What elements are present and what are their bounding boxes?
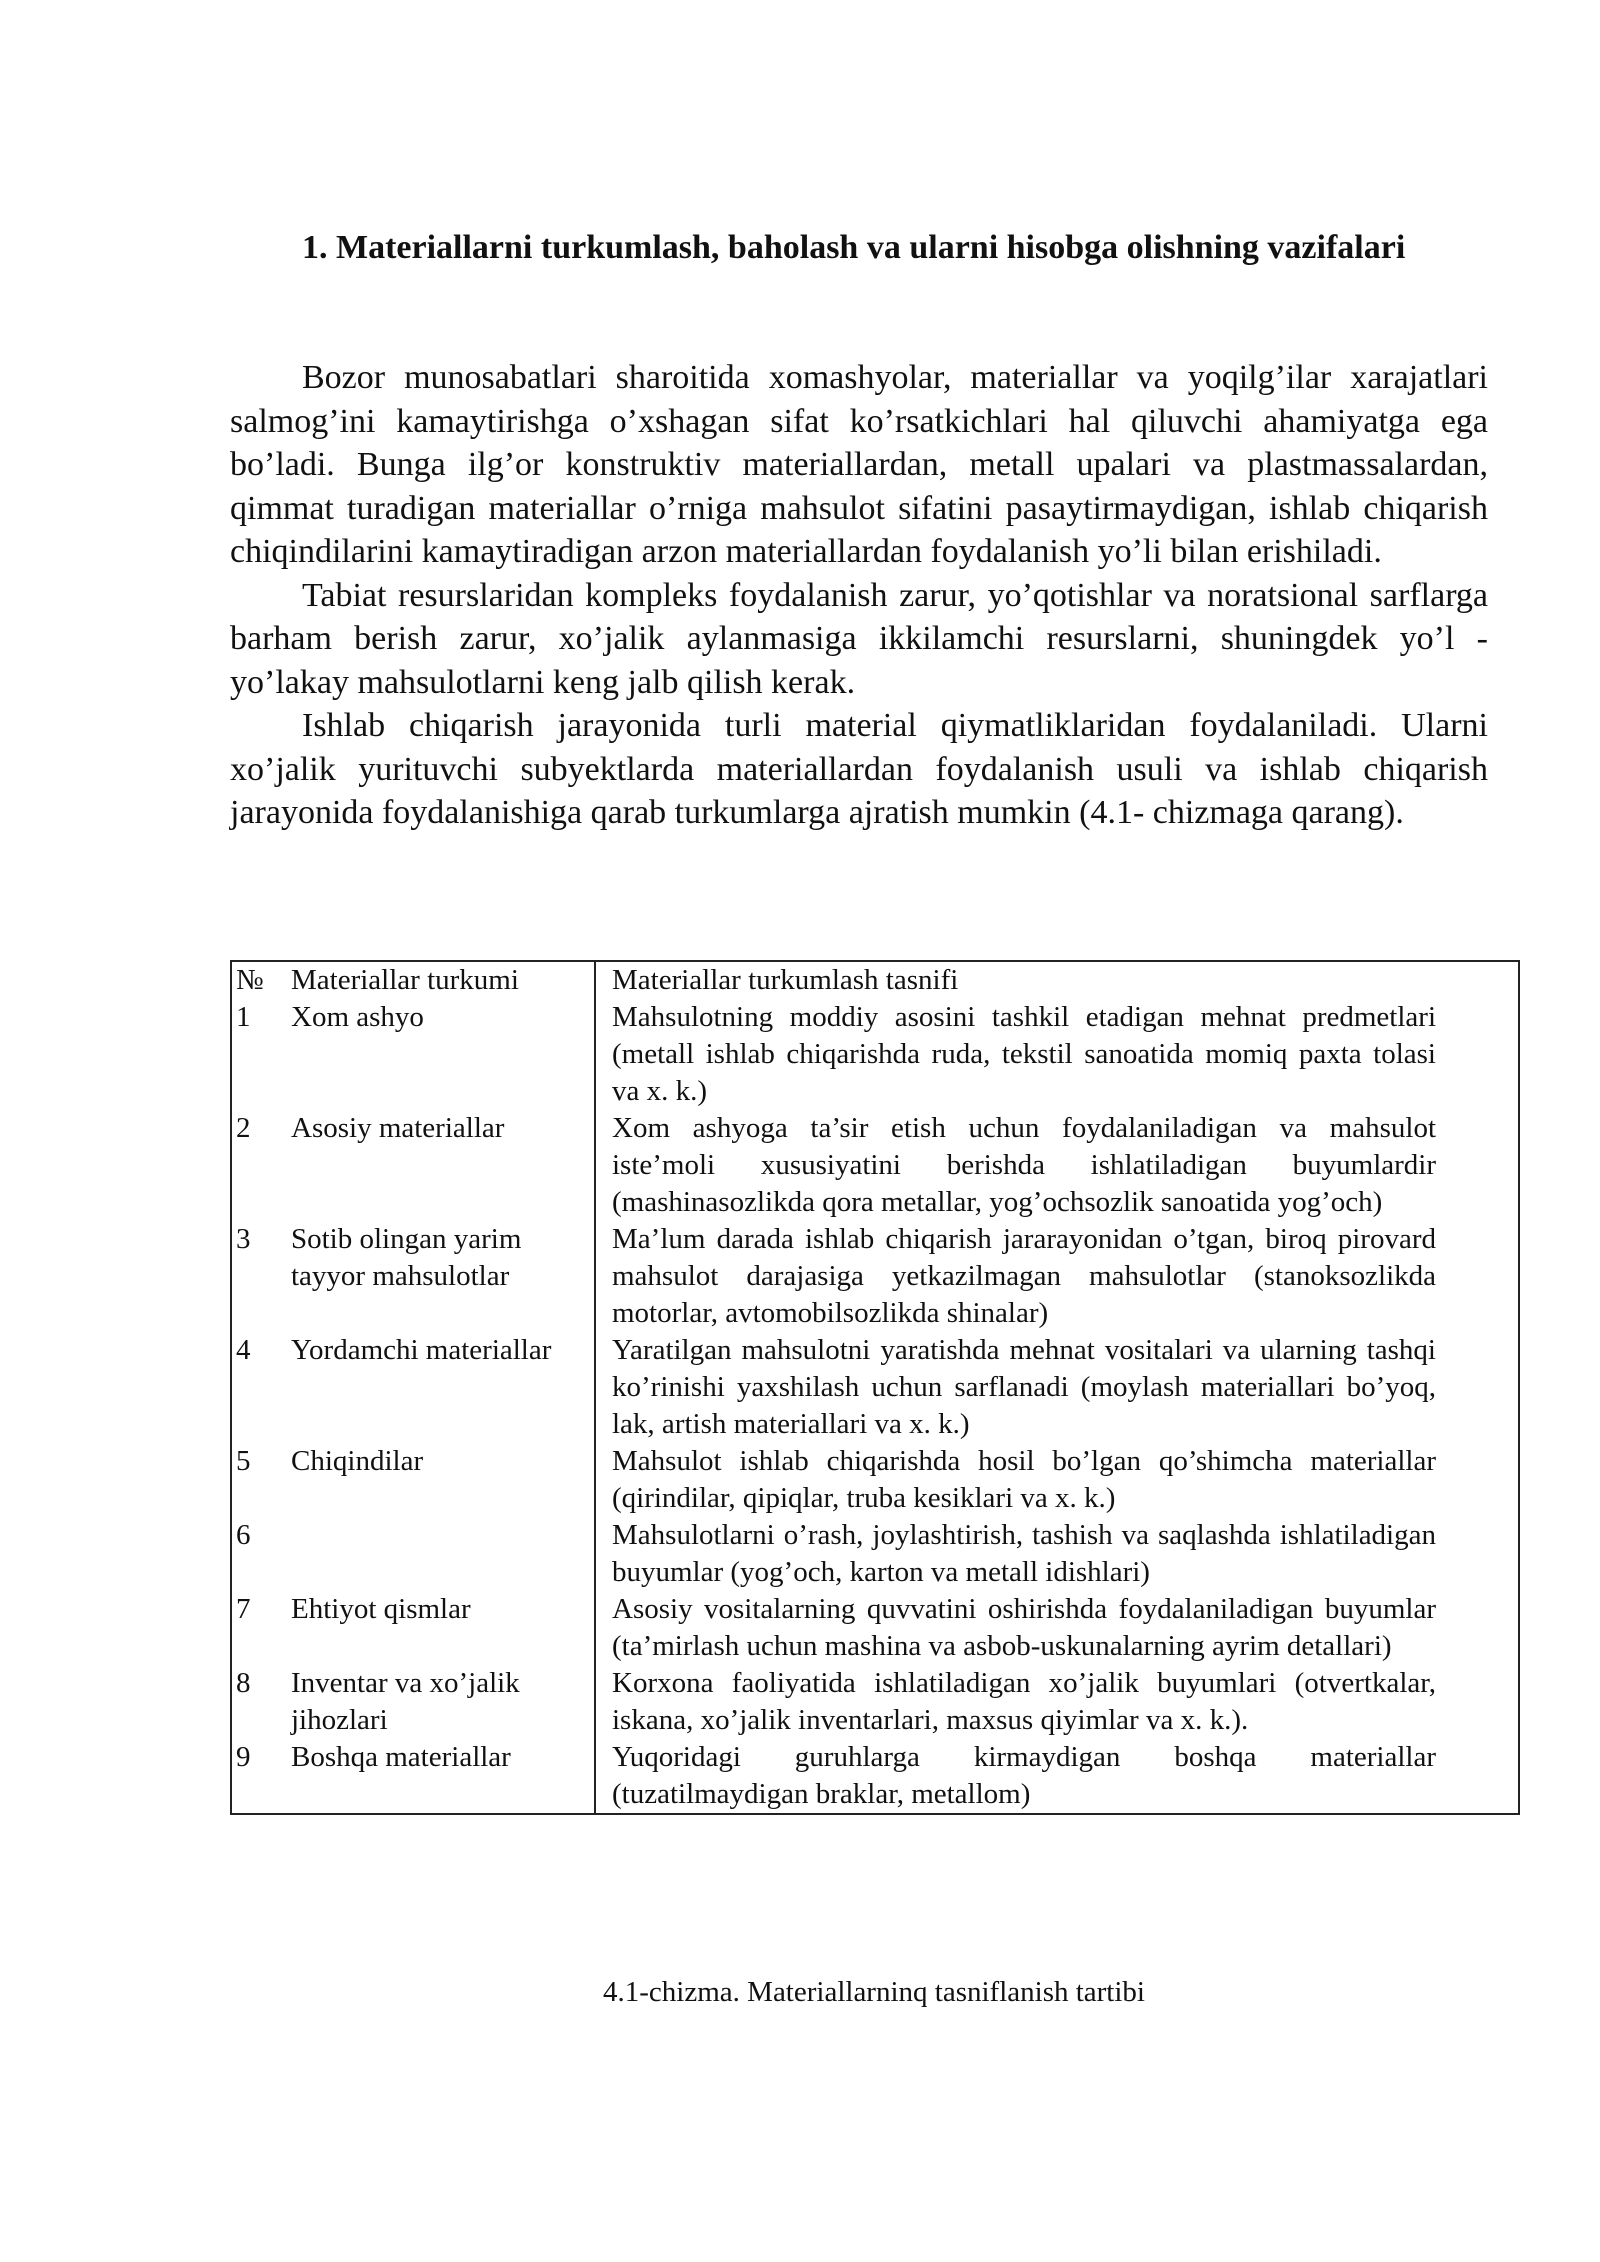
row-number: 5	[236, 1445, 251, 1477]
table-row	[231, 1110, 1519, 1221]
paragraph: Tabiat resurslaridan kompleks foydalanish zarur, yo’qotishlar va noratsional sarflarga barham berish zarur, xo’jalik aylanmasiga ikkilamchi resurslarni, shuningdek yo’l - yo’lakay mahsulotlarni keng jalb qilish kerak.	[230, 576, 1488, 701]
table-row	[231, 999, 1519, 1110]
row-category: Xom ashyo	[291, 999, 595, 1110]
row-description: Ma’lum darada ishlab chiqarish jararayonidan o’tgan, biroq pirovard mahsulot darajasiga yetkazilmagan mahsulotlar (stanoksozlikda motorlar, avtomobilsozlikda shinalar)	[612, 1223, 1436, 1329]
row-category: Ehtiyot qismlar	[291, 1591, 595, 1665]
row-category: Chiqindilar	[291, 1443, 595, 1517]
row-description: Xom ashyoga ta’sir etish uchun foydalaniladigan va mahsulot iste’moli xususiyatini berishda ishlatiladigan buyumlardir (mashinasozlikda qora metallar, yog’ochsozlik sanoatida yog’och)	[612, 1112, 1436, 1218]
paragraph: Ishlab chiqarish jarayonida turli material qiymatliklaridan foydalaniladi. Ularni xo’jalik yurituvchi subyektlarda materiallardan foydalanish usuli va ishlab chiqarish jarayonida foydalanishiga qarab turkumlarga ajratish mumkin (4.1- chizmaga qarang).	[230, 707, 1488, 831]
row-number: 3	[236, 1223, 251, 1255]
table-header-row	[231, 961, 1519, 999]
table-row	[231, 1665, 1519, 1739]
table-row	[231, 1443, 1519, 1517]
table-row	[231, 1739, 1519, 1814]
body-text	[230, 356, 1488, 835]
header-description: Materiallar turkumlash tasnifi	[612, 964, 959, 996]
section-heading: 1. Materiallarni turkumlash, baholash va ularni hisobga olishning vazifalari	[302, 229, 1406, 266]
header-number: №	[236, 964, 264, 996]
row-description: Yuqoridagi guruhlarga kirmaydigan boshqa materiallar (tuzatilmaydigan braklar, metallom)	[612, 1741, 1436, 1810]
row-number: 9	[236, 1741, 251, 1773]
table-row	[231, 1221, 1519, 1332]
row-number: 6	[236, 1519, 251, 1551]
table-row	[231, 1332, 1519, 1443]
header-category: Materiallar turkumi	[291, 961, 595, 999]
row-description: Yaratilgan mahsulotni yaratishda mehnat vositalari va ularning tashqi ko’rinishi yaxshilash uchun sarflanadi (moylash materiallari bo’yoq, lak, artish materiallari va x. k.)	[612, 1334, 1436, 1440]
row-description: Mahsulotning moddiy asosini tashkil etadigan mehnat predmetlari (metall ishlab chiqarishda ruda, tekstil sanoatida momiq paxta tolasi va x. k.)	[612, 1001, 1436, 1107]
row-description: Mahsulotlarni o’rash, joylashtirish, tashish va saqlashda ishlatiladigan buyumlar (yog’och, karton va metall idishlari)	[612, 1519, 1436, 1588]
row-number: 8	[236, 1667, 251, 1699]
row-category: Sotib olingan yarim tayyor mahsulotlar	[291, 1221, 595, 1332]
row-number: 2	[236, 1112, 251, 1144]
row-category: Boshqa materiallar	[291, 1739, 595, 1814]
row-number: 1	[236, 1001, 251, 1033]
row-number: 7	[236, 1593, 251, 1625]
row-number: 4	[236, 1334, 251, 1366]
figure-caption: 4.1-chizma. Materiallarninq tasniflanish tartibi	[603, 1976, 1145, 2008]
row-category: Inventar va xo’jalik jihozlari	[291, 1665, 595, 1739]
row-category: Yordamchi materiallar	[291, 1332, 595, 1443]
row-description: Mahsulot ishlab chiqarishda hosil bo’lgan qo’shimcha materiallar (qirindilar, qipiqlar, truba kesiklari va x. k.)	[612, 1445, 1436, 1514]
row-description: Korxona faoliyatida ishlatiladigan xo’jalik buyumlari (otvertkalar, iskana, xo’jalik inventarlari, maxsus qiyimlar va x. k.).	[612, 1667, 1436, 1736]
table-row	[231, 1517, 1519, 1591]
row-description: Asosiy vositalarning quvvatini oshirishda foydalaniladigan buyumlar (ta’mirlash uchun mashina va asbob-uskunalarning ayrim detallari)	[612, 1593, 1436, 1662]
materials-classification-table	[230, 960, 1520, 1815]
paragraph: Bozor munosabatlari sharoitida xomashyolar, materiallar va yoqilg’ilar xarajatlari salmog’ini kamaytirishga o’xshagan sifat ko’rsatkichlari hal qiluvchi ahamiyatga ega bo’ladi. Bunga ilg’or konstruktiv materiallardan, metall upalari va plastmassalardan, qimmat turadigan materiallar o’rniga mahsulot sifatini pasaytirmaydigan, ishlab chiqarish chiqindilarini kamaytiradigan arzon materiallardan foydalanish yo’li bilan erishiladi.	[230, 359, 1488, 570]
row-category	[291, 1517, 595, 1591]
table-row	[231, 1591, 1519, 1665]
row-category: Asosiy materiallar	[291, 1110, 595, 1221]
